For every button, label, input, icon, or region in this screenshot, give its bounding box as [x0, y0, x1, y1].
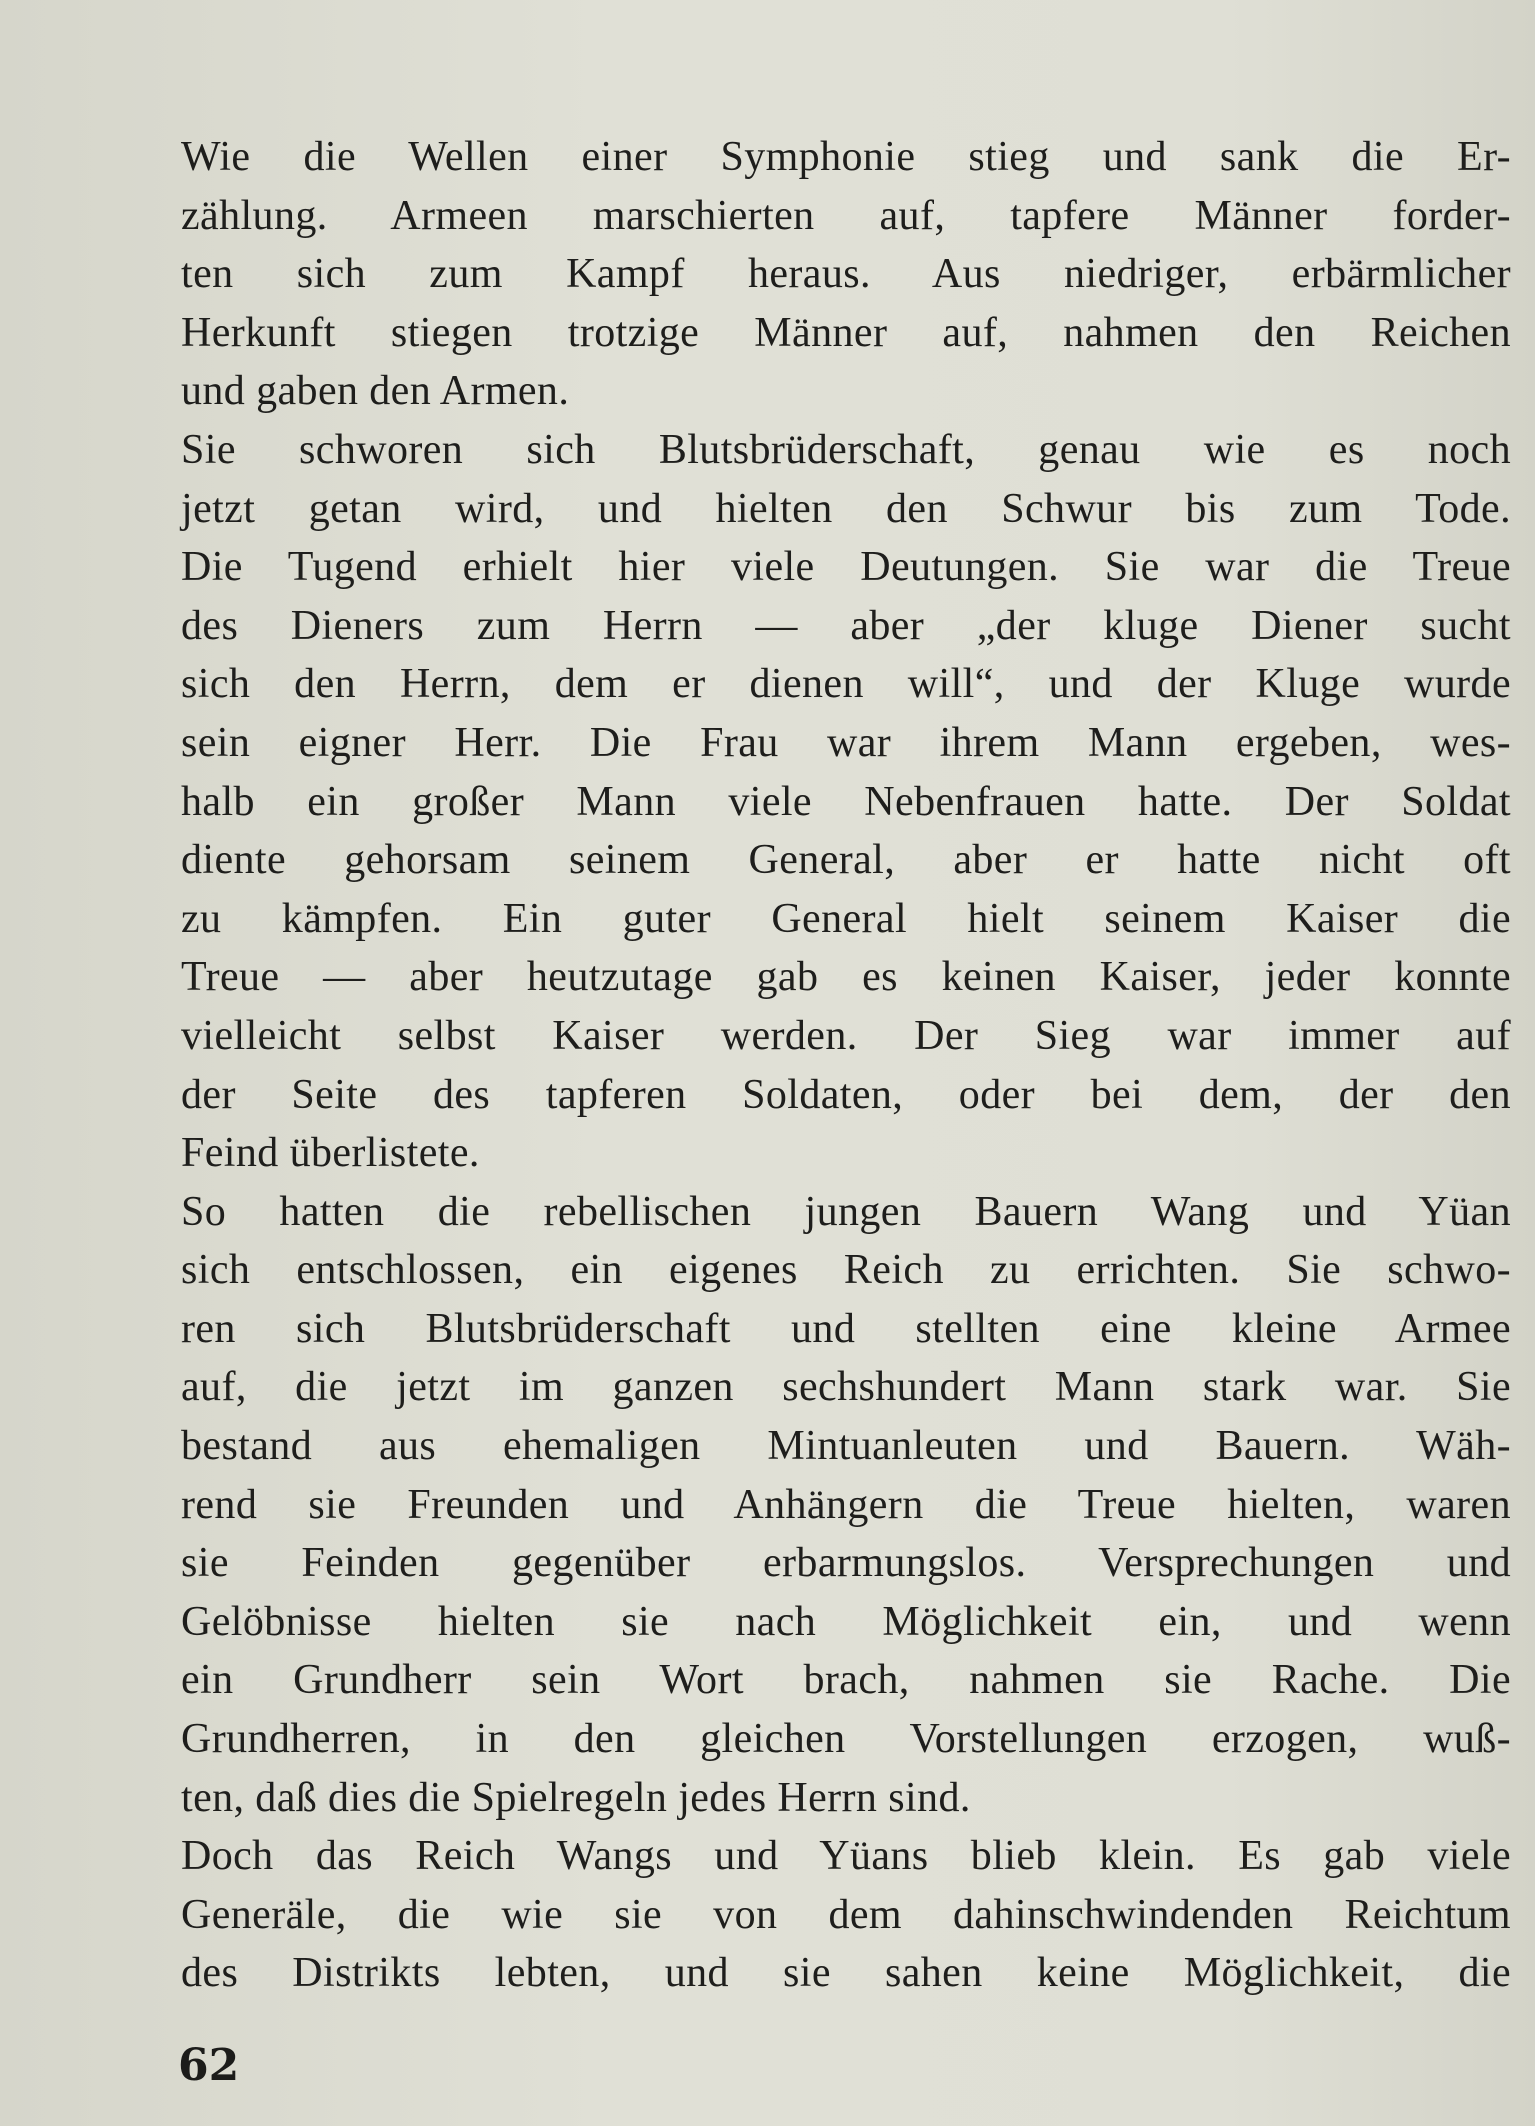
text-line: So hatten die rebellischen jungen Bauern Wang und Yüan: [181, 1188, 1511, 1235]
text-line: Wie die Wellen einer Symphonie stieg und sank die Er-: [181, 134, 1511, 180]
text-line: zählung. Armeen marschierten auf, tapfere Männer forder-: [181, 192, 1511, 239]
text-line: sie Feinden gegenüber erbarmungslos. Versprechungen und: [181, 1540, 1511, 1587]
text-line: vielleicht selbst Kaiser werden. Der Sieg war immer auf: [181, 1012, 1511, 1059]
text-line: Treue — aber heutzutage gab es keinen Kaiser, jeder konnte: [181, 954, 1511, 1001]
text-line: ein Grundherr sein Wort brach, nahmen sie Rache. Die: [181, 1657, 1511, 1704]
text-line: der Seite des tapferen Soldaten, oder bei dem, der den: [181, 1071, 1511, 1118]
text-line: ten, daß dies die Spielregeln jedes Herrn sind.: [181, 1774, 971, 1821]
text-line: auf, die jetzt im ganzen sechshundert Mann stark war. Sie: [181, 1364, 1511, 1411]
text-line: des Dieners zum Herrn — aber „der kluge Diener sucht: [181, 602, 1511, 649]
text-line: sein eigner Herr. Die Frau war ihrem Mann ergeben, wes-: [181, 719, 1511, 766]
text-line: Gelöbnisse hielten sie nach Möglichkeit ein, und wenn: [181, 1598, 1511, 1645]
body-text: [181, 128, 1511, 2003]
page-number: 62: [178, 2040, 240, 2091]
text-line: jetzt getan wird, und hielten den Schwur bis zum Tode.: [181, 485, 1511, 532]
text-line: und gaben den Armen.: [181, 368, 570, 415]
text-line: Doch das Reich Wangs und Yüans blieb klein. Es gab viele: [181, 1833, 1511, 1880]
text-line: bestand aus ehemaligen Mintuanleuten und Bauern. Wäh-: [181, 1423, 1511, 1470]
text-line: ten sich zum Kampf heraus. Aus niedriger, erbärmlicher: [181, 251, 1511, 298]
text-line: Generäle, die wie sie von dem dahinschwindenden Reichtum: [181, 1891, 1511, 1938]
text-line: Grundherren, in den gleichen Vorstellungen erzogen, wuß-: [181, 1716, 1511, 1763]
text-line: des Distrikts lebten, und sie sahen keine Möglichkeit, die: [181, 1950, 1511, 1997]
text-line: ren sich Blutsbrüderschaft und stellten eine kleine Armee: [181, 1305, 1511, 1352]
text-line: Sie schworen sich Blutsbrüderschaft, genau wie es noch: [181, 426, 1511, 473]
text-line: Feind überlistete.: [181, 1130, 480, 1177]
text-line: Herkunft stiegen trotzige Männer auf, nahmen den Reichen: [181, 309, 1511, 356]
text-line: rend sie Freunden und Anhängern die Treue hielten, waren: [181, 1481, 1511, 1528]
text-line: sich entschlossen, ein eigenes Reich zu errichten. Sie schwo-: [181, 1247, 1511, 1294]
text-line: Die Tugend erhielt hier viele Deutungen. Sie war die Treue: [181, 544, 1511, 591]
text-line: zu kämpfen. Ein guter General hielt seinem Kaiser die: [181, 895, 1511, 942]
text-line: halb ein großer Mann viele Nebenfrauen hatte. Der Soldat: [181, 778, 1511, 825]
text-line: diente gehorsam seinem General, aber er hatte nicht oft: [181, 837, 1511, 884]
text-line: sich den Herrn, dem er dienen will“, und der Kluge wurde: [181, 661, 1511, 708]
